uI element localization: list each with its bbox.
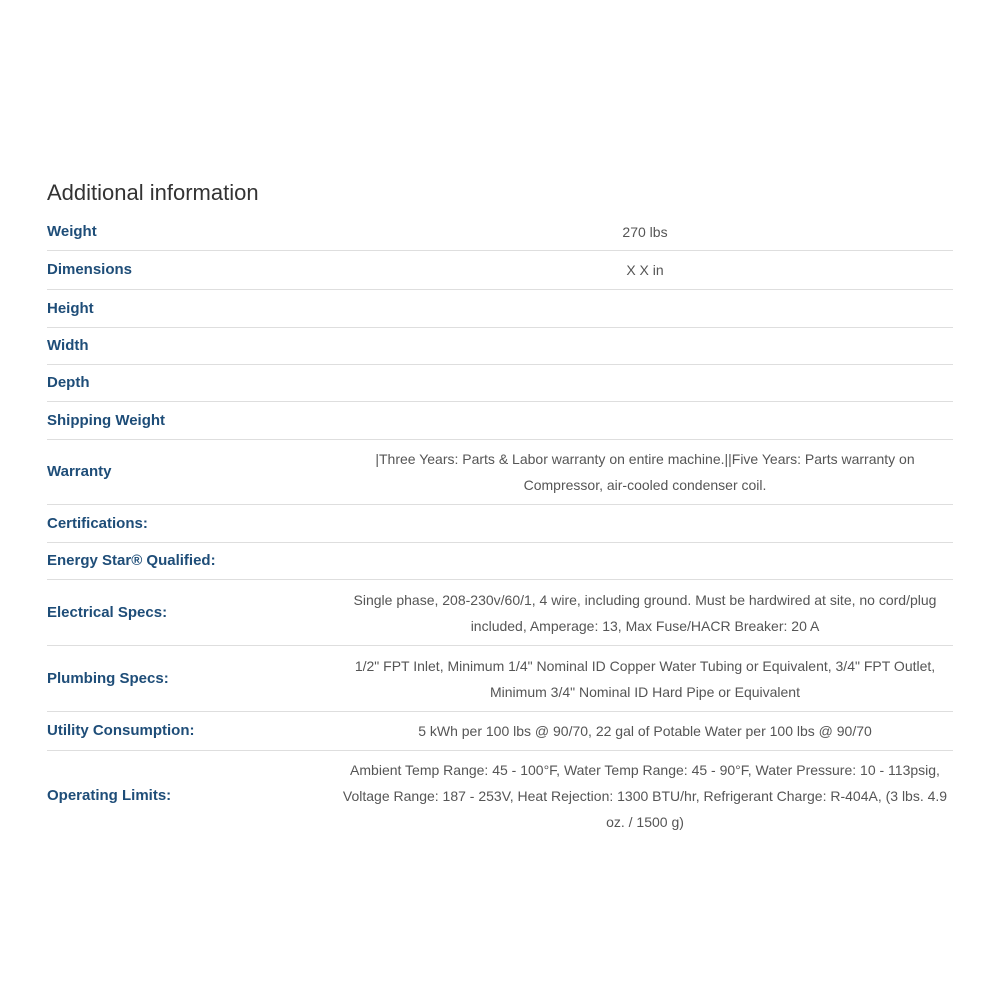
row-value-height xyxy=(337,290,953,328)
table-row xyxy=(47,580,953,646)
table-row xyxy=(47,543,953,580)
table-row xyxy=(47,214,953,251)
table-row xyxy=(47,440,953,505)
table-row xyxy=(47,751,953,841)
row-label-height: Height xyxy=(47,299,94,317)
row-value-certifications xyxy=(337,505,953,543)
row-label-certifications: Certifications: xyxy=(47,514,148,532)
table-row xyxy=(47,712,953,751)
row-value-shipping-weight xyxy=(337,402,953,440)
row-value-width xyxy=(337,328,953,365)
row-label-electrical-specs: Electrical Specs: xyxy=(47,603,168,621)
row-value-energy-star xyxy=(337,543,953,580)
row-value-depth xyxy=(337,365,953,402)
row-value-electrical-specs: Single phase, 208-230v/60/1, 4 wire, including ground. Must be hardwired at site, no cord/plug included, Amperage: 13, Max Fuse/HACR Breaker: 20 A xyxy=(353,591,937,634)
table-row xyxy=(47,402,953,440)
table-row xyxy=(47,505,953,543)
table-row xyxy=(47,290,953,328)
row-label-energy-star: Energy Star® Qualified: xyxy=(47,552,216,569)
table-row xyxy=(47,646,953,712)
row-label-utility-consumption: Utility Consumption: xyxy=(47,722,195,739)
row-label-depth: Depth xyxy=(47,374,90,391)
table-row xyxy=(47,365,953,402)
row-label-width: Width xyxy=(47,337,89,354)
table-row xyxy=(47,328,953,365)
row-value-plumbing-specs: 1/2" FPT Inlet, Minimum 1/4" Nominal ID Copper Water Tubing or Equivalent, 3/4" FPT Outlet, Minimum 3/4" Nominal ID Hard Pipe or Equivalent xyxy=(354,657,936,700)
row-label-shipping-weight: Shipping Weight xyxy=(47,411,166,429)
section-title: Additional information xyxy=(47,180,259,205)
row-label-warranty: Warranty xyxy=(47,463,112,480)
row-value-warranty: |Three Years: Parts & Labor warranty on entire machine.||Five Years: Parts warranty on Compressor, air-cooled condenser coil. xyxy=(375,451,915,493)
row-label-dimensions: Dimensions xyxy=(47,261,133,278)
additional-information-table xyxy=(47,214,953,841)
row-value-weight: 270 lbs xyxy=(622,224,668,240)
row-label-weight: Weight xyxy=(47,223,97,240)
row-label-operating-limits: Operating Limits: xyxy=(47,786,172,804)
row-value-operating-limits: Ambient Temp Range: 45 - 100°F, Water Temp Range: 45 - 90°F, Water Pressure: 10 - 113psig, Voltage Range: 187 - 253V, Heat Rejection: 1300 BTU/hr, Refrigerant Charge: R-404A, (3 lbs. 4.9 oz. / 1500 g) xyxy=(342,761,948,830)
row-label-plumbing-specs: Plumbing Specs: xyxy=(47,669,169,687)
row-value-dimensions: X X in xyxy=(626,262,664,278)
table-row xyxy=(47,251,953,290)
additional-information-section xyxy=(47,178,953,841)
row-value-utility-consumption: 5 kWh per 100 lbs @ 90/70, 22 gal of Potable Water per 100 lbs @ 90/70 xyxy=(418,723,872,739)
